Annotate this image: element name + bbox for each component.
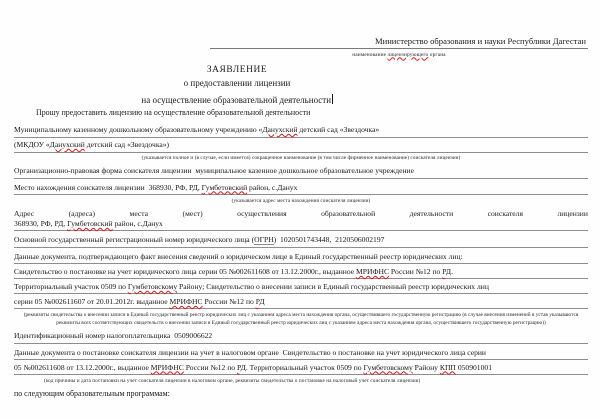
tax-registration-line-2 — [14, 363, 588, 376]
applicant-full-name-suffix: детский сад «Звездочка» — [297, 125, 380, 134]
egrul-line2-text-b: Району; Свидетельство о внесении записи в Единый государственный реестр юридических лиц — [177, 281, 489, 291]
tax-line2-authority-abbr: МРИФНС — [150, 362, 184, 372]
title-line-3: на осуществление образовательной деятельности — [141, 94, 332, 105]
egrul-certificate-line-3 — [14, 297, 588, 310]
programs-heading: по следующим образовательным программам: — [14, 388, 170, 398]
document-header — [210, 36, 588, 59]
egrul-certificate-line-2 — [14, 282, 588, 295]
tax-line2-kpp-abbr: КПП — [439, 362, 456, 372]
tax-line2-region-abbr: РД — [236, 362, 246, 372]
activity-address-value-prefix: 368930, РФ, РД, — [14, 218, 68, 228]
applicant-full-name-spellchecked: Данухский — [262, 125, 298, 134]
ogrn-value-2: 2120506002197 — [335, 235, 385, 245]
egrul-line2-text-a: Территориальный участок 0509 по — [14, 281, 128, 291]
tax-registration-line-1 — [14, 348, 588, 361]
tax-line2-kpp-value: 050901001 — [455, 362, 492, 372]
egrul-intro-line: Данные документа, подтверждающего факт внесения сведений о юридическом лице в Единый государственный реестр юридических лиц: — [14, 252, 588, 265]
caption-text-part2: органа — [428, 51, 446, 58]
ogrn-label-prefix: Основной государственный регистрационный номер юридического лица ( — [14, 235, 255, 245]
caption-spellchecked-word: лицензирующего — [387, 51, 429, 58]
location-label: Место нахождения соискателя лицензии — [14, 182, 145, 192]
inn-value: 0509006622 — [174, 331, 213, 341]
location-caption: (указывается адрес места нахождения соискателя лицензии) — [231, 197, 371, 204]
activity-address-word-4: осуществления — [237, 208, 287, 218]
intro-paragraph: Прошу предоставить лицензию на осуществление образовательной деятельности — [36, 108, 311, 117]
applicant-short-name-line — [14, 140, 588, 153]
text-cursor-caret — [332, 94, 333, 104]
egrul-line3-text-a: серии 05 №002611607 от 20.01.2012г. выданное — [14, 296, 170, 306]
licensing-authority-line: Министерство образования и науки Республики Дагестан — [210, 36, 588, 49]
tax-line2-text-d: Району — [412, 362, 440, 372]
egrul-line1-text-a: Свидетельство о постановке на учет юридического лица серии 05 №002611608 от 13.12.2000г., выданное — [14, 266, 357, 276]
inn-label: Идентификационный номер налогоплательщика — [14, 331, 171, 341]
applicant-full-name-prefix: Муниципальному казенному дошкольному образовательному учреждению « — [14, 125, 263, 134]
tax-registration-caption: (код причины и дата постановки на учет соискателя лицензии в налоговом органе, реквизиты свидетельства о постановке на налоговый учет соискателя лицензии) — [44, 377, 421, 384]
egrul-line3-region-abbr: РД — [255, 296, 265, 306]
tax-line2-spellchecked: Гумбетовскому — [363, 362, 413, 372]
legal-form-label: Организационно-правовая форма соискателя лицензии — [14, 166, 192, 176]
document-title-block — [0, 64, 474, 108]
title-line-2: о предоставлении лицензии — [183, 78, 291, 88]
activity-address-word-1: (адреса) — [68, 208, 96, 218]
activity-address-word-7: соискателя — [487, 208, 523, 218]
title-line-1: ЗАЯВЛЕНИЕ — [206, 65, 268, 75]
egrul-line1-text-b: России №12 по — [389, 266, 443, 276]
location-value-prefix: 368930, РФ, РД, — [148, 182, 202, 192]
egrul-caption: (реквизиты свидетельства о внесении записи в Единый государственный реестр юридических лиц с указанием адреса места нахождения органа, осуществившего государственную регистрацию (в случае внесения изменений в устав указываются реквизиты всех соответствующих свидетельств о внесении записи в Единый государственный реестр юридических лиц с указанием адреса места нахождения органа, осуществившего государственную регистрацию)) — [23, 311, 579, 326]
tax-line2-text-a: 05 №002611608 от 13.12.2000г., выданное — [14, 362, 151, 372]
location-value-suffix: район, с.Данух — [247, 182, 298, 192]
tax-line2-text-c: . Территориальный участок 0509 по — [245, 362, 364, 372]
egrul-line2-spellchecked: Гумбетовскому — [127, 281, 178, 291]
applicant-name-caption: (указывается полное и (в случае, если имеется) сокращенное наименование (в том числе фирменное наименование) соискателя лицензии) — [141, 155, 461, 161]
activity-address-word-2: места — [129, 208, 149, 218]
ogrn-abbr: ОГРН — [254, 235, 274, 245]
licensing-authority-caption — [210, 51, 588, 59]
activity-address-word-0: Адрес — [14, 208, 35, 218]
applicant-full-name-line — [14, 125, 588, 138]
tax-line2-text-b: России №12 по — [183, 362, 237, 372]
ogrn-line — [14, 235, 588, 248]
location-value-spellchecked: Гумбетовский — [201, 182, 248, 192]
document-body — [14, 107, 588, 399]
activity-address-label-row — [14, 209, 588, 219]
egrul-line3-text-b: России №12 по — [202, 296, 256, 306]
ogrn-value-1: 1020501743448 — [280, 235, 330, 245]
ogrn-label-suffix: ) — [273, 235, 277, 245]
tax-registration-label: Данные документа о постановке соискателя лицензии на учет в налоговом органе — [14, 347, 279, 357]
legal-form-value: муниципальное казенное дошкольное образовательное учреждение — [195, 166, 414, 176]
egrul-line3-tax-authority-abbr: МРИФНС — [169, 296, 203, 306]
location-line — [14, 183, 588, 196]
legal-form-line — [14, 166, 588, 179]
egrul-line1-tax-authority-abbr: МРИФНС — [356, 266, 390, 276]
applicant-short-name-prefix: (МКДОУ « — [14, 140, 50, 149]
egrul-line1-region-abbr: РД — [442, 266, 452, 276]
activity-address-word-8: лицензии — [557, 208, 588, 218]
egrul-certificate-line-1 — [14, 267, 588, 280]
activity-address-word-5: образовательной — [321, 208, 376, 218]
activity-address-word-3: (мест) — [182, 208, 203, 218]
activity-address-value-spellchecked: Гумбетовский — [67, 218, 113, 228]
activity-address-value-line — [14, 219, 588, 232]
activity-address-value-suffix: район, с.Данух — [112, 218, 163, 228]
ogrn-separator: , — [329, 235, 336, 245]
applicant-short-name-spellchecked: Данухский — [49, 140, 85, 149]
inn-line — [14, 331, 588, 344]
tax-registration-value-line1: Свидетельство о постановке на учет юридического лица серии — [282, 347, 486, 357]
caption-text-part1: наименование — [352, 51, 388, 58]
egrul-line1-text-c: . — [451, 266, 453, 276]
applicant-short-name-suffix: детский сад «Звездочка») — [84, 140, 170, 149]
activity-address-word-6: деятельности — [409, 208, 454, 218]
